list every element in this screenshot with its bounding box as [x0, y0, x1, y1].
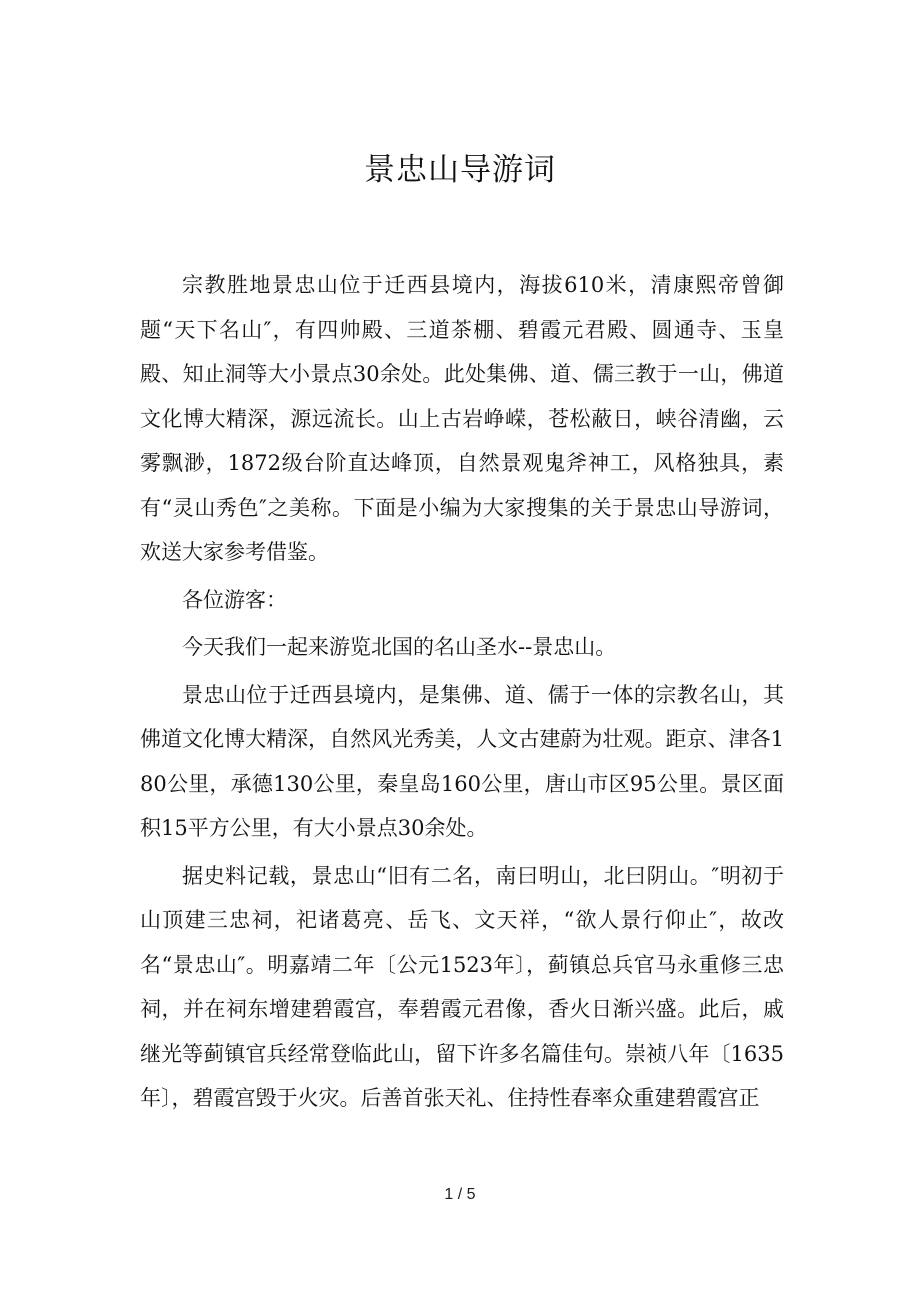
opening-paragraph: 今天我们一起来游览北国的名山圣水--景忠山。: [182, 635, 617, 659]
intro-paragraph: 宗教胜地景忠山位于迁西县境内，海拔610米，清康熙帝曾御题“天下名山″，有四帅殿、三道茶棚、碧霞元君殿、圆通寺、玉皇殿、知止洞等大小景点30余处。此处集佛、道、儒三教于一山，佛道文化博大精深，源远流长。山上古岩峥嵘，苍松蔽日，峡谷清幽，云雾飘渺，1872级台阶直达峰顶，自然景观鬼斧神工，风格独具，素有“灵山秀色″之美称。下面是小编为大家搜集的关于景忠山导游词，欢送大家参考借鉴。: [140, 273, 784, 564]
history-paragraph: 据史料记载，景忠山“旧有二名，南曰明山，北曰阴山。″明初于山顶建三忠祠，祀诸葛亮、岳飞、文天祥，“欲人景行仰止″，故改名“景忠山″。明嘉靖二年〔公元1523年〕，蓟镇总兵官马永重修三忠祠，并在祠东增建碧霞宫，奉碧霞元君像，香火日渐兴盛。此后，戚继光等蓟镇官兵经常登临此山，留下许多名篇佳句。崇祯八年〔1635年〕，碧霞宫毁于火灾。后善首张天礼、住持性春率众重建碧霞宫正: [140, 863, 784, 1110]
document-title: 景忠山导游词: [364, 152, 556, 188]
document-body: [140, 263, 784, 1121]
greeting-paragraph: 各位游客：: [182, 587, 287, 612]
page-number: 1 / 5: [444, 1186, 476, 1203]
location-paragraph: 景忠山位于迁西县境内，是集佛、道、儒于一体的宗教名山，其佛道文化博大精深，自然风光秀美，人文古建蔚为壮观。距京、津各180公里，承德130公里，秦皇岛160公里，唐山市区95公里。景区面积15平方公里，有大小景点30余处。: [140, 682, 784, 840]
